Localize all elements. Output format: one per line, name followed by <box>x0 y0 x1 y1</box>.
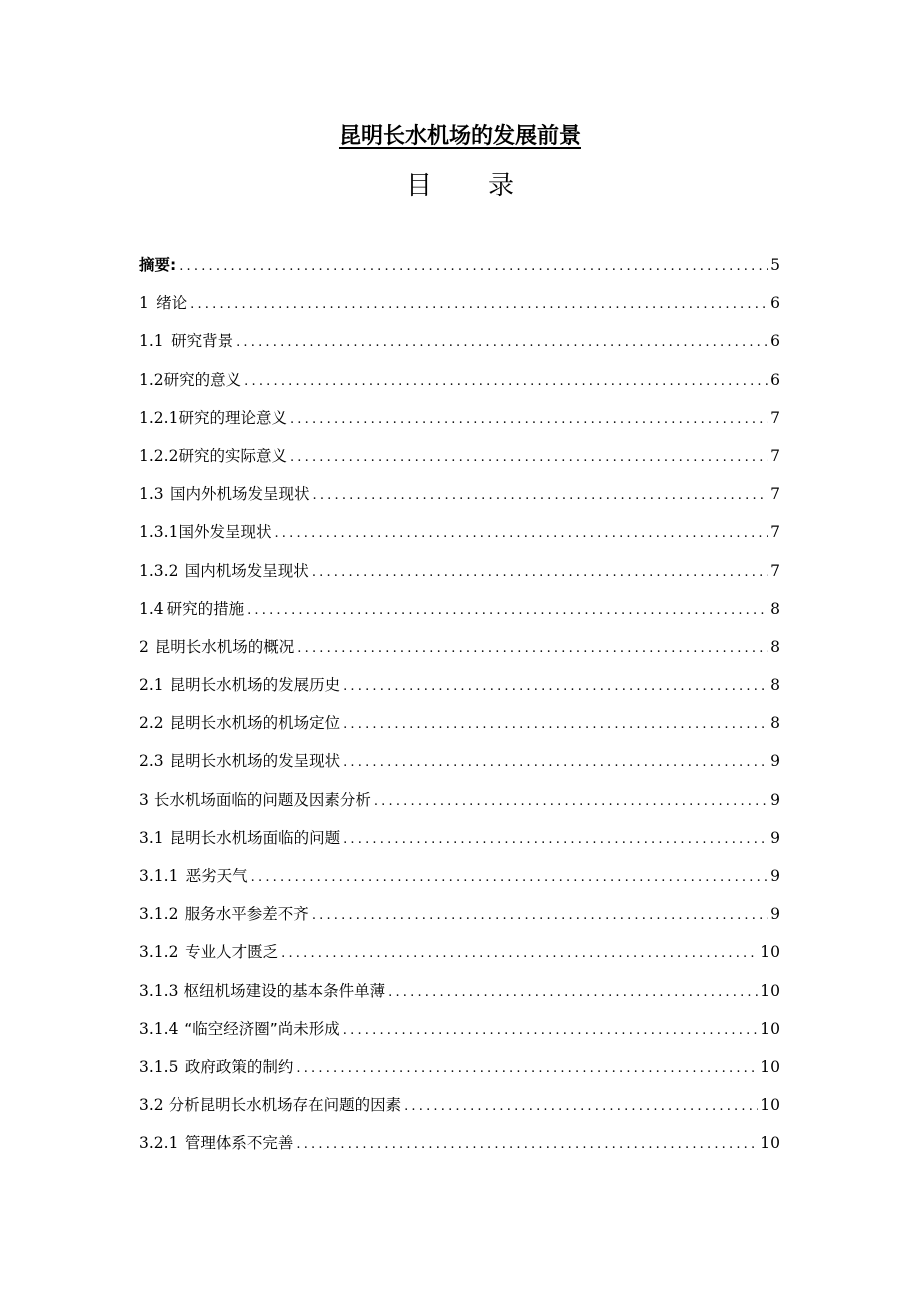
toc-dot-leader <box>312 897 768 933</box>
toc-entry-page: 7 <box>770 446 780 465</box>
toc-entry-page: 10 <box>760 1134 780 1153</box>
toc-entry-title: 研究的实际意义 <box>178 446 287 465</box>
toc-entry-page: 8 <box>770 637 780 656</box>
toc-entry[interactable] <box>139 437 780 475</box>
toc-entry-number: 3.1.4 <box>139 1019 179 1038</box>
toc-dot-leader <box>236 324 768 360</box>
toc-entry-page: 9 <box>770 790 780 809</box>
toc-dot-leader <box>343 1012 758 1048</box>
toc-entry-page: 10 <box>760 1019 780 1038</box>
toc-dot-leader <box>388 974 758 1010</box>
toc-entry-page: 7 <box>770 408 780 427</box>
toc-entry-title: 研究的意义 <box>163 370 242 389</box>
toc-entry-number: 2 <box>139 637 149 656</box>
toc-entry-title: 昆明长水机场面临的问题 <box>169 828 341 847</box>
toc-heading-right: 录 <box>488 171 515 201</box>
toc-entry-number: 3.1.2 <box>139 943 179 962</box>
toc-dot-leader <box>251 859 768 895</box>
toc-entry-title: 昆明长水机场的机场定位 <box>169 714 341 733</box>
toc-entry-page: 8 <box>770 676 780 695</box>
toc-entry[interactable] <box>139 246 780 284</box>
toc-entry-page: 7 <box>770 485 780 504</box>
toc-entry-number: 1.3.1 <box>139 523 179 542</box>
toc-entry-number: 1.2 <box>139 370 164 389</box>
toc-entry[interactable] <box>139 322 780 360</box>
toc-dot-leader <box>290 401 768 437</box>
toc-entry-number: 1.2.1 <box>139 408 179 427</box>
toc-entry-title: 摘要: <box>139 256 177 274</box>
toc-entry[interactable] <box>139 972 780 1010</box>
toc-entry[interactable] <box>139 475 780 513</box>
toc-entry[interactable] <box>139 1048 780 1086</box>
toc-entry-number: 3.2.1 <box>139 1134 179 1153</box>
toc-entry-page: 9 <box>770 828 780 847</box>
toc-entry-title: 枢纽机场建设的基本条件单薄 <box>183 981 386 1000</box>
toc-entry-title: 恶劣天气 <box>185 867 248 885</box>
toc-dot-leader <box>247 592 768 628</box>
toc-heading-left: 目 <box>405 171 432 201</box>
toc-entry-title: 分析昆明长水机场存在问题的因素 <box>168 1096 402 1115</box>
toc-dot-leader <box>313 477 769 513</box>
toc-entry[interactable] <box>139 628 780 666</box>
document-title: 昆明长水机场的发展前景 <box>338 124 581 149</box>
table-of-contents <box>139 246 780 1163</box>
toc-entry[interactable] <box>139 704 780 742</box>
toc-entry-number: 3.1.1 <box>139 867 179 885</box>
toc-entry-number: 3.1.3 <box>139 981 179 1000</box>
toc-entry-number: 2.3 <box>139 752 164 771</box>
toc-entry-page: 8 <box>770 714 780 733</box>
toc-entry[interactable] <box>139 399 780 437</box>
toc-entry-title: 研究的措施 <box>166 599 245 618</box>
toc-dot-leader <box>297 630 768 666</box>
toc-dot-leader <box>179 248 768 284</box>
toc-entry-title: 专业人才匮乏 <box>185 943 279 962</box>
toc-entry-title: 昆明长水机场的发呈现状 <box>169 752 341 771</box>
toc-entry-page: 6 <box>770 332 780 351</box>
toc-entry-number: 2.2 <box>139 714 164 733</box>
toc-entry-page: 9 <box>770 905 780 924</box>
toc-entry-number: 1.1 <box>139 332 164 351</box>
toc-entry-number: 1.2.2 <box>139 446 179 465</box>
toc-dot-leader <box>281 935 758 971</box>
toc-entry[interactable] <box>139 1086 780 1124</box>
toc-entry-page: 7 <box>770 523 780 542</box>
toc-dot-leader <box>190 286 768 322</box>
toc-dot-leader <box>296 1126 758 1162</box>
toc-dot-leader <box>343 821 768 857</box>
toc-entry-page: 9 <box>770 867 780 885</box>
toc-dot-leader <box>374 783 768 819</box>
toc-entry-page: 10 <box>760 981 780 1000</box>
toc-entry[interactable] <box>139 284 780 322</box>
toc-dot-leader <box>343 668 768 704</box>
toc-entry-number: 1.3.2 <box>139 561 179 580</box>
toc-entry[interactable] <box>139 1010 780 1048</box>
toc-entry[interactable] <box>139 1124 780 1162</box>
toc-entry-page: 10 <box>760 1096 780 1115</box>
toc-entry-title: 国内外机场发呈现状 <box>170 485 310 504</box>
toc-dot-leader <box>290 439 768 475</box>
toc-entry-number: 3.2 <box>139 1096 164 1115</box>
toc-entry-number: 3.1.2 <box>139 905 179 924</box>
toc-dot-leader <box>312 554 768 590</box>
toc-entry-page: 9 <box>770 752 780 771</box>
toc-dot-leader <box>343 744 768 780</box>
toc-entry-page: 6 <box>770 370 780 389</box>
toc-entry-title: 绪论 <box>156 294 188 313</box>
toc-entry-title: 管理体系不完善 <box>184 1134 294 1153</box>
toc-entry-title: “临空经济圈”尚未形成 <box>184 1019 340 1038</box>
toc-entry[interactable] <box>139 933 780 971</box>
toc-entry-number: 3.1.5 <box>139 1057 179 1076</box>
toc-entry[interactable] <box>139 819 780 857</box>
toc-entry-title: 研究的理论意义 <box>178 408 287 427</box>
toc-dot-leader <box>343 706 768 742</box>
toc-dot-leader <box>404 1088 758 1124</box>
toc-entry[interactable] <box>139 552 780 590</box>
toc-entry-number: 1.3 <box>139 485 164 504</box>
toc-entry-title: 研究背景 <box>171 332 234 351</box>
toc-heading <box>0 166 920 206</box>
toc-entry[interactable] <box>139 895 780 933</box>
toc-entry[interactable] <box>139 781 780 819</box>
toc-entry-title: 国内机场发呈现状 <box>184 561 309 580</box>
toc-entry-title: 国外发呈现状 <box>178 523 272 542</box>
toc-entry-number: 3 <box>139 790 149 809</box>
toc-entry-page: 10 <box>760 943 780 962</box>
toc-entry-page: 7 <box>770 561 780 580</box>
toc-entry[interactable] <box>139 742 780 780</box>
toc-entry-number: 3.1 <box>139 828 164 847</box>
toc-entry-title: 长水机场面临的问题及因素分析 <box>153 790 371 809</box>
toc-entry-title: 昆明长水机场的发展历史 <box>169 676 341 695</box>
toc-entry-title: 服务水平参差不齐 <box>184 905 309 924</box>
toc-entry-number: 1 <box>139 294 149 313</box>
toc-entry-number: 2.1 <box>139 676 164 695</box>
toc-entry-title: 昆明长水机场的概况 <box>154 637 295 656</box>
toc-entry[interactable] <box>139 590 780 628</box>
toc-entry-page: 6 <box>770 294 780 313</box>
toc-entry[interactable] <box>139 513 780 551</box>
toc-entry-page: 8 <box>770 599 780 618</box>
toc-dot-leader <box>296 1050 758 1086</box>
toc-dot-leader <box>244 363 768 399</box>
toc-entry-page: 10 <box>760 1057 780 1076</box>
toc-entry-page: 5 <box>770 256 780 274</box>
toc-entry[interactable] <box>139 361 780 399</box>
toc-entry[interactable] <box>139 857 780 895</box>
toc-entry[interactable] <box>139 666 780 704</box>
toc-entry-title: 政府政策的制约 <box>184 1057 294 1076</box>
toc-dot-leader <box>274 515 768 551</box>
toc-entry-number: 1.4 <box>139 599 164 618</box>
